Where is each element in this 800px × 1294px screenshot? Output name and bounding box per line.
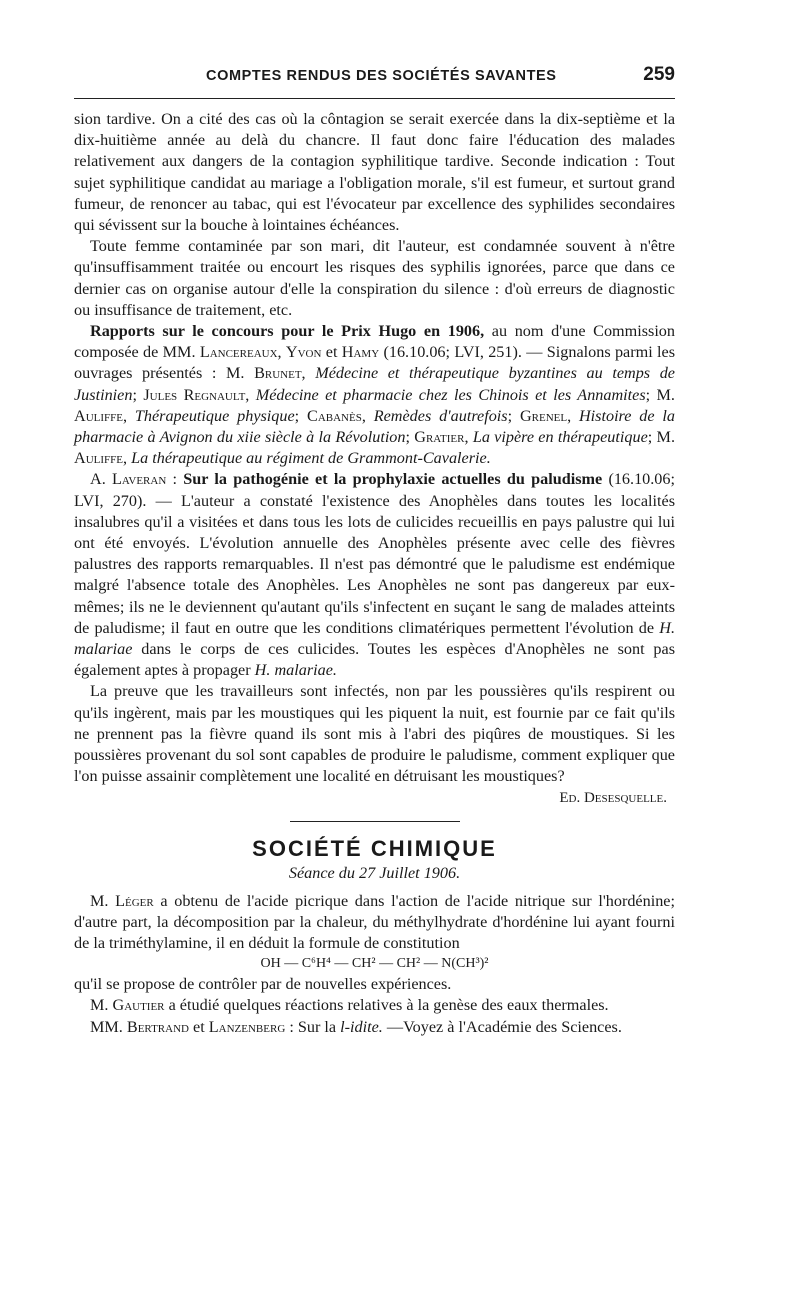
paragraph-prix-hugo: Rapports sur le concours pour le Prix Hugo en 1906, au nom d'une Commission composée de MM. Lancereaux, Yvon et Hamy (16.10.06; LVI, 251). — Signalons parmi les ouvrages présentés : M. Brunet, Médecine et thérapeutique byzantines au temps de Justinien; Jules Regnault, Médecine et pharmacie chez les Chinois et les Annamites; M. Auliffe, Thérapeutique physique; Cabanès, Remèdes d'autrefois; Grenel, Histoire de la pharmacie à Avignon du xiie siècle à la Révolution; Gratier, La vipère en thérapeutique; M. Auliffe, La thérapeutique au régiment de Grammont-Cavalerie.	[74, 322, 676, 468]
running-title: COMPTES RENDUS DES SOCIÉTÉS SAVANTES	[206, 68, 557, 84]
paragraph-women-contamination: Toute femme contaminée par son mari, dit l'auteur, est condamnée souvent à n'être qu'insuffisamment traitée ou encourt les risques des syphilis ignorées, parce que dans ce dernier cas on organise autour d'elle la conspiration du silence : d'où erreurs de diagnostic ou insuffisance de traitement, etc.	[74, 237, 675, 319]
running-header	[74, 64, 675, 94]
paragraph-paludisme: A. Laveran : Sur la pathogénie et la prophylaxie actuelles du paludisme (16.10.06; LVI, 270). — L'auteur a constaté l'existence des Anophèles dans toutes les localités insalubres qu'il a visitées et dans tous les lots de culicides recueillis en pays palustre qui lui ont été envoyés. L'évolution annuelle des Anophèles présente avec celle des fièvres palustres des rapports remarquables. Il n'est pas démontré que le paludisme est endémique malgré l'absence totale des Anophèles. Les Anophèles ne sont pas dangereux par eux-mêmes; ils ne le deviennent qu'autant qu'ils s'infectent en suçant le sang de malades atteints de paludisme; il faut en outre que les conditions climatériques permettent l'évolution de H. malariae dans le corps de ces culicides. Toutes les espèces d'Anophèles ne sont pas également aptes à propager H. malariae.	[74, 470, 675, 680]
page-number: 259	[643, 64, 675, 85]
document-page	[74, 64, 675, 1038]
signature: Ed. Desesquelle.	[559, 789, 667, 806]
paragraph-bertrand: MM. Bertrand et Lanzenberg : Sur la l-idite. —Voyez à l'Académie des Sciences.	[90, 1017, 622, 1036]
section-date: Séance du 27 Juillet 1906.	[288, 863, 461, 882]
author-laveran: Laveran	[111, 470, 167, 489]
paragraph-leger-continued: qu'il se propose de contrôler par de nouvelles expériences.	[74, 975, 452, 994]
paragraph-gautier: M. Gautier a étudié quelques réactions relatives à la genèse des eaux thermales.	[90, 996, 609, 1015]
prix-hugo-heading: Rapports sur le concours pour le Prix Hugo en 1906,	[90, 322, 485, 341]
section-title: SOCIÉTÉ CHIMIQUE	[252, 835, 497, 861]
paludisme-heading: Sur la pathogénie et la prophylaxie actuelles du paludisme	[183, 470, 603, 489]
chemical-formula: OH — C⁶H⁴ — CH² — CH² — N(CH³)²	[260, 956, 489, 972]
section-separator	[290, 821, 460, 822]
paragraph-leger: M. Léger a obtenu de l'acide picrique dans l'action de l'acide nitrique sur l'hordénine; d'autre part, la décomposition par la chaleur, du méthylhydrate d'hordénine lui ayant fourni de la triméthylamine, il en déduit la formule de constitution	[74, 891, 675, 952]
paragraph-moustiques: La preuve que les travailleurs sont infectés, non par les poussières qu'ils respirent ou qu'ils ingèrent, mais par les moustiques qui les piquent la nuit, est fournie par ce fait qu'ils ne prennent pas la fièvre quand ils sont mis à l'abri des piqûres de moustiques. Si les poussières provenant du sol sont capables de produire le paludisme, comment expliquer que l'on puisse assainir complètement une localité en détruisant les moustiques?	[74, 682, 675, 786]
header-rule	[74, 98, 675, 99]
paragraph-syphilis-contagion: sion tardive. On a cité des cas où la côntagion se serait exercée dans la dix-septième et la dix-huitième année au delà du chancre. Il faut donc faire l'éducation des malades relativement aux dangers de la contagion syphilitique tardive. Seconde indication : Tout sujet syphilitique candidat au mariage a l'obligation morale, s'il est fumeur, et surtout grand fumeur, de renoncer au tabac, qui est l'évocateur par excellence des syphilides secondaires qui sévissent sur la bouche à lointaines échéances.	[74, 110, 675, 235]
